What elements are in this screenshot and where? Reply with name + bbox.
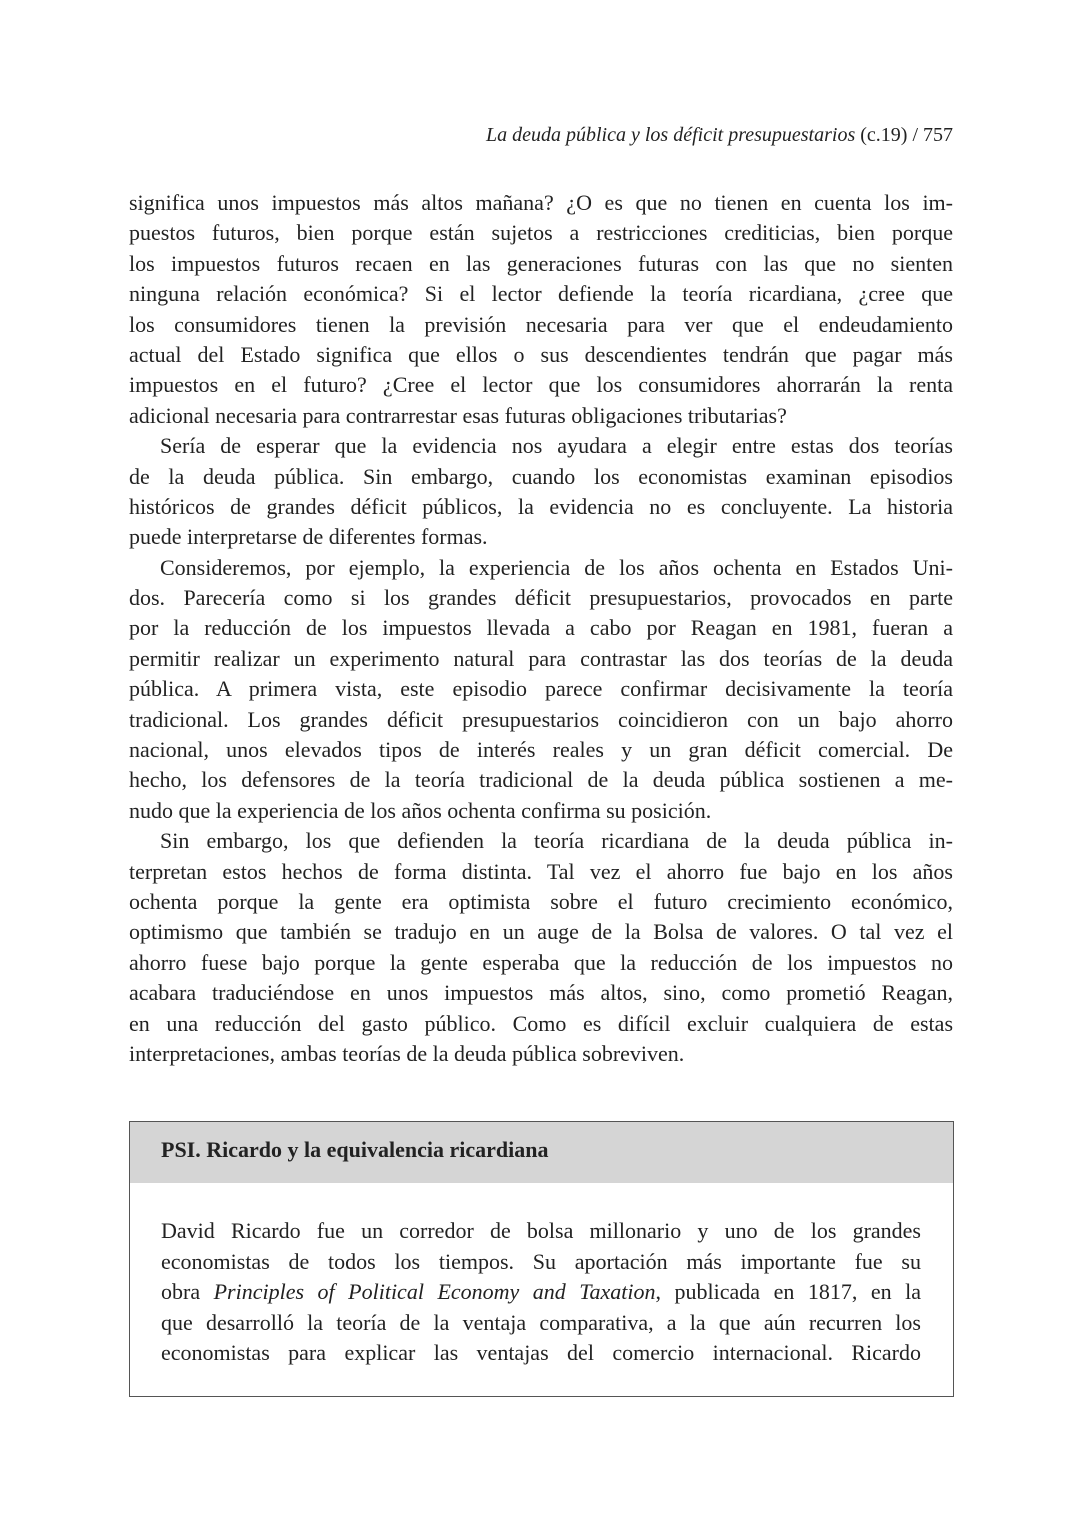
text-line: hecho, los defensores de la teoría tradicional de la deuda pública sostienen a me- [129,767,953,793]
text-segment: obra [161,1279,214,1304]
text-line: Consideremos, por ejemplo, la experiencia de los años ochenta en Estados Uni- [160,554,953,580]
text-line [161,1277,921,1308]
text-line: Sería de esperar que la evidencia nos ayudara a elegir entre estas dos teorías [160,433,953,459]
text-line [161,1216,921,1247]
running-header-title: La deuda pública y los déficit presupuestarios [486,124,856,146]
text-line: puede interpretarse de diferentes formas. [129,524,488,550]
text-line: por la reducción de los impuestos llevada a cabo por Reagan en 1981, fueran a [129,615,953,641]
paragraph [129,188,953,431]
running-header [486,124,953,147]
text-line: permitir realizar un experimento natural para contrastar las dos teorías de la deuda [129,645,953,671]
text-line: históricos de grandes déficit públicos, la evidencia no es concluyente. La historia [129,493,953,519]
text-segment: , publicada en 1817, en la [655,1279,921,1304]
header-separator: / [912,124,918,146]
text-line: los consumidores tienen la previsión necesaria para ver que el endeudamiento [129,311,953,337]
text-segment: que desarrolló la teoría de la ventaja comparativa, a la que aún recurren los [161,1309,921,1335]
text-line: pública. A primera vista, este episodio parece confirmar decisivamente la teoría [129,676,953,702]
paragraph [129,826,953,1069]
text-line: acabara traduciéndose en unos impuestos más altos, sino, como prometió Reagan, [129,980,953,1006]
text-line: adicional necesaria para contrarrestar esas futuras obligaciones tributarias? [129,402,787,428]
body-text [129,188,953,1069]
text-line [161,1308,921,1339]
text-line: actual del Estado significa que ellos o sus descendientes tendrán que pagar más [129,341,953,367]
text-line: en una reducción del gasto público. Como es difícil excluir cualquiera de estas [129,1010,953,1036]
text-line [161,1338,921,1369]
text-segment: economistas de todos los tiempos. Su aportación más importante fue su [161,1248,921,1274]
paragraph [129,553,953,827]
text-line: terpretan estos hechos de forma distinta. Tal vez el ahorro fue bajo en los años [129,858,953,884]
sidebar-box-body [161,1216,921,1369]
text-line: optimismo que también se tradujo en un auge de la Bolsa de valores. O tal vez el [129,919,953,945]
text-line: significa unos impuestos más altos mañana? ¿O es que no tienen en cuenta los im- [129,190,953,215]
paragraph [129,431,953,553]
text-line: nacional, unos elevados tipos de interés reales y un gran déficit comercial. De [129,737,953,763]
text-line: tradicional. Los grandes déficit presupuestarios coincidieron con un bajo ahorro [129,706,953,732]
text-line: nudo que la experiencia de los años ochenta confirma su posición. [129,797,712,823]
text-line: ahorro fuese bajo porque la gente esperaba que la reducción de los impuestos no [129,949,953,975]
text-line: interpretaciones, ambas teorías de la deuda pública sobreviven. [129,1040,685,1066]
text-line: impuestos en el futuro? ¿Cree el lector que los consumidores ahorrarán la renta [129,372,953,398]
text-segment: economistas para explicar las ventajas del comercio internacional. Ricardo [161,1340,921,1365]
text-line: Sin embargo, los que defienden la teoría ricardiana de la deuda pública in- [160,828,953,854]
sidebar-box [129,1121,954,1397]
text-line: dos. Parecería como si los grandes déficit presupuestarios, provocados en parte [129,585,953,611]
sidebar-box-title: PSI. Ricardo y la equivalencia ricardiana [161,1137,549,1162]
text-line: ochenta porque la gente era optimista sobre el futuro crecimiento económico, [129,888,953,914]
chapter-ref: (c.19) [860,124,908,146]
text-line: puestos futuros, bien porque están sujetos a restricciones crediticias, bien porque [129,220,953,246]
page-number: 757 [923,124,953,146]
text-line: ninguna relación económica? Si el lector defiende la teoría ricardiana, ¿cree que [129,281,953,307]
text-segment: David Ricardo fue un corredor de bolsa millonario y uno de los grandes [161,1218,921,1243]
book-title: Principles of Political Economy and Taxation [213,1279,656,1304]
text-line [161,1247,921,1278]
text-line: los impuestos futuros recaen en las generaciones futuras con las que no sienten [129,250,953,276]
text-line: de la deuda pública. Sin embargo, cuando los economistas examinan episodios [129,463,953,489]
